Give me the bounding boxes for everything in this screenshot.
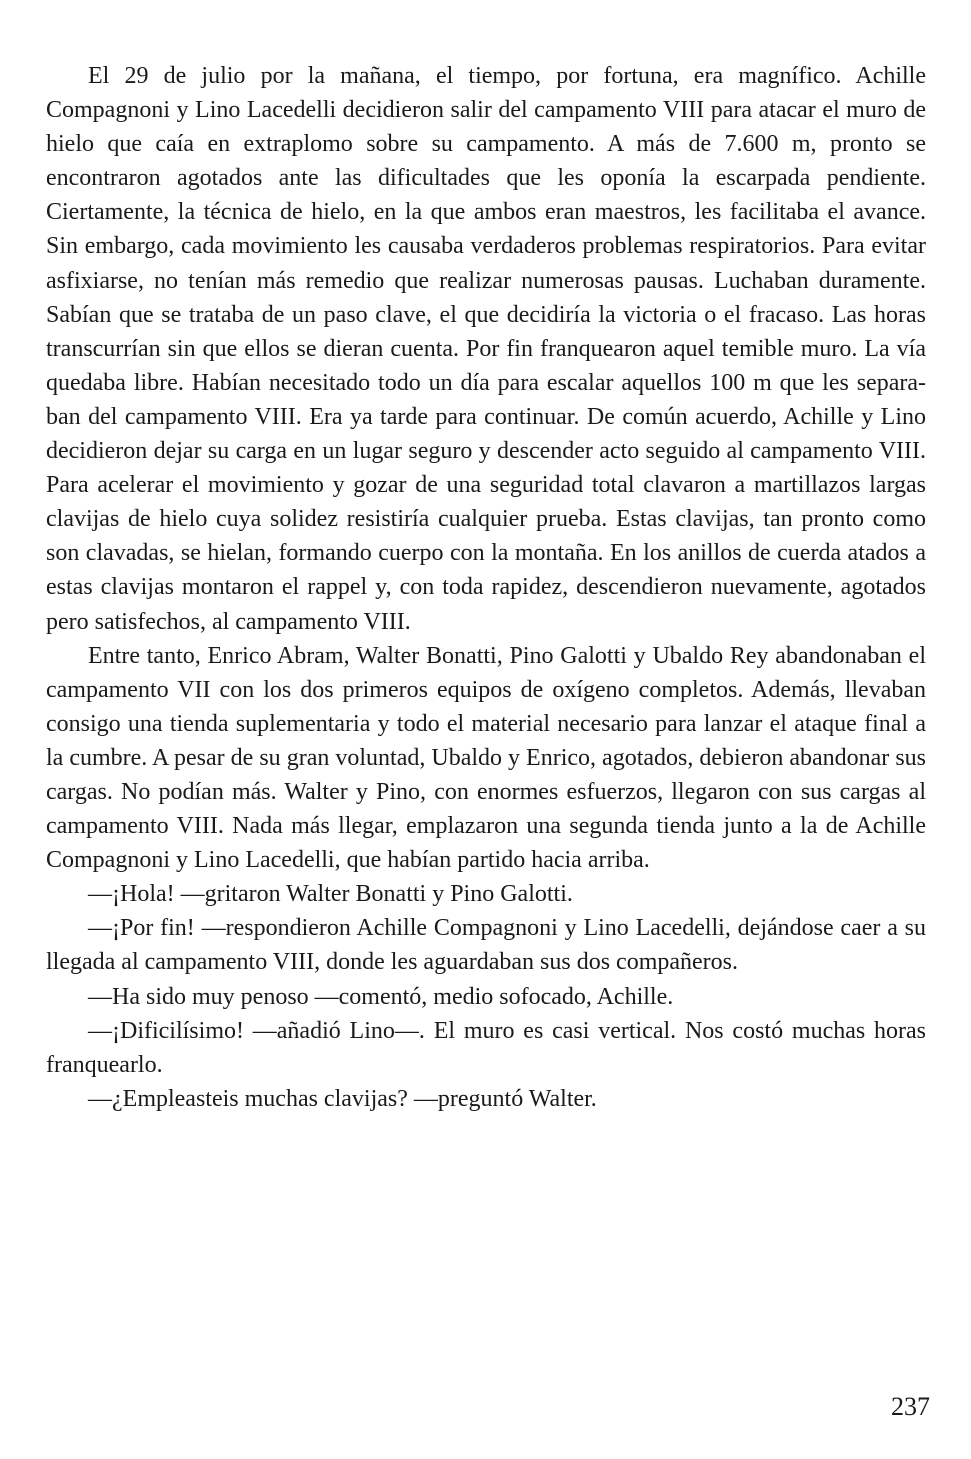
dialogue-line: —Ha sido muy penoso —comentó, medio sofocado, Achille. [88, 983, 674, 1010]
dialogue-line: —¡Dificilísimo! —añadió Lino—. El muro es casi vertical. Nos costó muchas horas franquearlo. [46, 1017, 926, 1078]
page-number: 237 [891, 1392, 930, 1421]
dialogue-line: —¡Hola! —gritaron Walter Bonatti y Pino Galotti. [88, 881, 573, 908]
paragraph-support-team: Entre tanto, Enrico Abram, Walter Bonatti, Pino Galotti y Ubaldo Rey abandonaban el campamento VII con los dos primeros equipos de oxígeno completos. Además, llevaban consigo una tienda suplementaria y todo el material necesario para lanzar el ataque final a la cumbre. A pesar de su gran voluntad, Ubaldo y Enrico, agotados, debieron abandonar sus cargas. No podían más. Walter y Pino, con enormes esfuerzos, llegaron con sus cargas al campamento VIII. Nada más llegar, emplazaron una segunda tienda junto a la de Achille Compagnoni y Lino Lacedelli, que habían partido hacia arriba. [46, 642, 926, 874]
dialogue-line: —¿Empleasteis muchas clavijas? —preguntó Walter. [88, 1085, 597, 1112]
body-text [46, 59, 926, 1116]
dialogue-line: —¡Por fin! —respondieron Achille Compagnoni y Lino Lacedelli, dejándose caer a su llegada al campamento VIII, donde les aguardaban sus dos compañeros. [46, 915, 926, 976]
paragraph-ascent-camp-viii: El 29 de julio por la mañana, el tiempo, por fortuna, era magnífico. Achille Compagnoni y Lino Lacedelli decidieron salir del campamento VIII para atacar el muro de hielo que caía en extraplomo sobre su campamento. A más de 7.600 m, pronto se encontraron agotados ante las dificultades que les oponía la escarpada pendiente. Ciertamente, la técnica de hielo, en la que ambos eran maestros, les facilitaba el avance. Sin embargo, cada movimiento les causaba verdaderos problemas respiratorios. Para evitar asfixiarse, no tenían más remedio que realizar numerosas pausas. Luchaban duramente. Sabían que se trataba de un paso clave, el que decidiría la victoria o el fracaso. Las horas transcurrían sin que ellos se dieran cuenta. Por fin franquearon aquel temible muro. La vía quedaba libre. Habían necesitado todo un día para escalar aquellos 100 m que les separaban del campamento VIII. Era ya tarde para continuar. De común acuerdo, Achille y Lino decidieron dejar su carga en un lugar seguro y descender acto seguido al campamento VIII. Para acelerar el movimiento y gozar de una seguridad total clavaron a martillazos largas clavijas de hielo cuya solidez resistiría cualquier prueba. Estas clavijas, tan pronto como son clavadas, se hielan, formando cuerpo con la montaña. En los anillos de cuerda atados a estas clavijas montaron el rappel y, con toda rapidez, descendieron nuevamente, agotados pero satisfechos, al campamento VIII. [46, 63, 926, 635]
